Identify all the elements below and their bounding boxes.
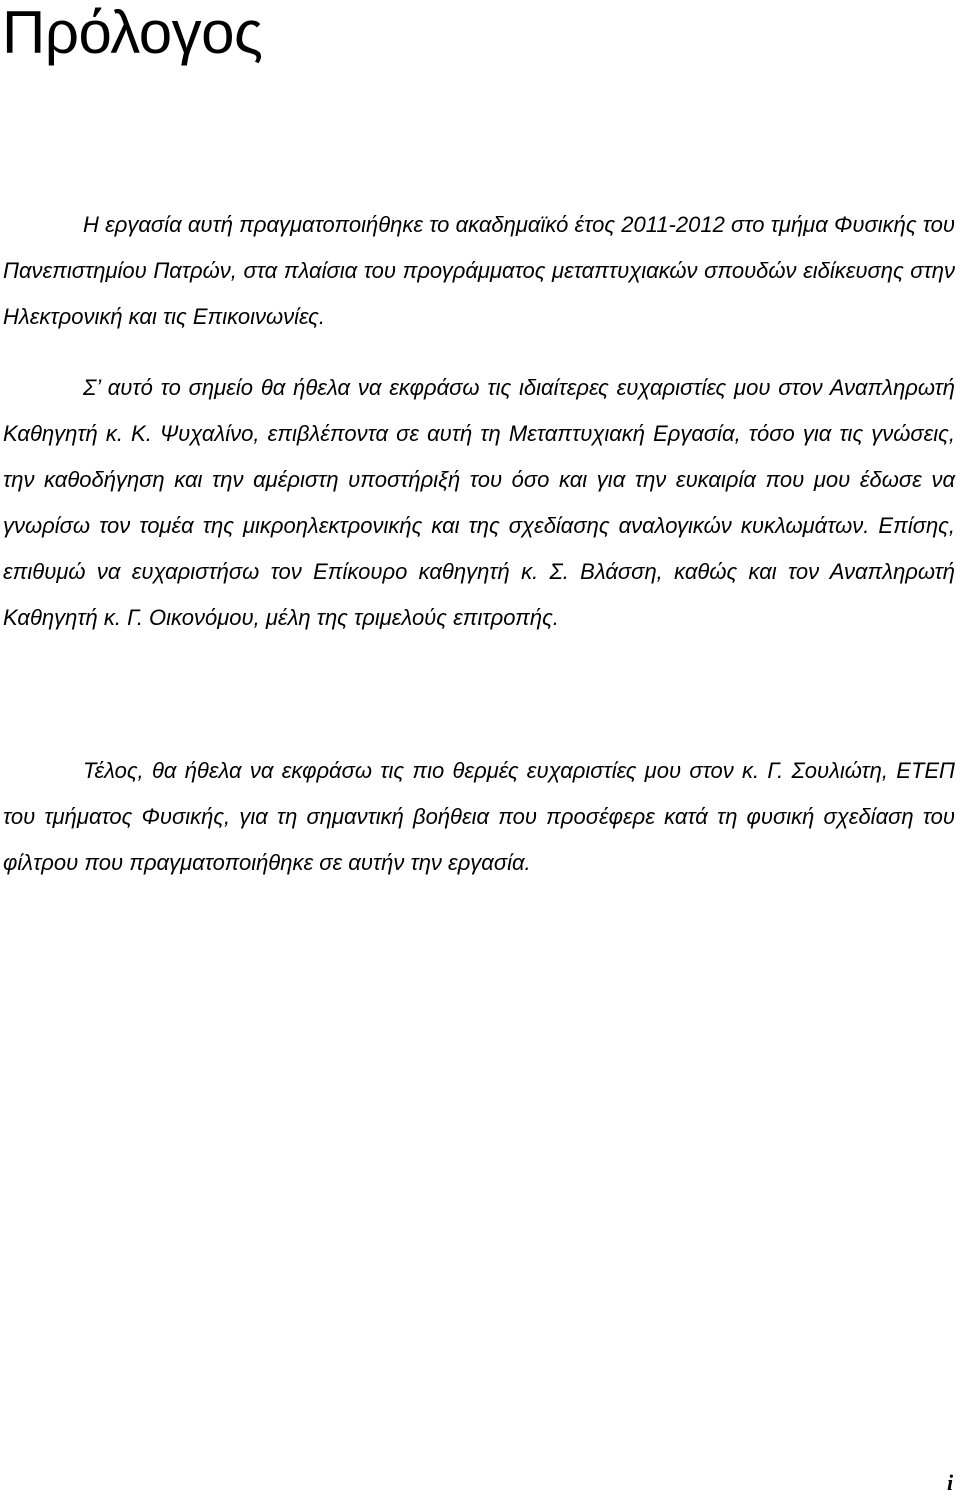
page-number: i [947,1470,954,1495]
page-title: Πρόλογος [2,0,263,66]
paragraph-closing: Τέλος, θα ήθελα να εκφράσω τις πιο θερμές ευχαριστίες μου στον κ. Γ. Σουλιώτη, ΕΤΕΠ του τμήματος Φυσικής, για τη σημαντική βοήθεια που προσέφερε κατά τη φυσική σχεδίαση του φίλτρου που πραγματοποιήθηκε σε αυτήν την εργασία. [3,758,955,875]
paragraph-acknowledgements: Σ’ αυτό το σημείο θα ήθελα να εκφράσω τις ιδιαίτερες ευχαριστίες μου στον Αναπληρωτή Καθηγητή κ. Κ. Ψυχαλίνο, επιβλέποντα σε αυτή τη Μεταπτυχιακή Εργασία, τόσο για τις γνώσεις, την καθοδήγηση και την αμέριστη υποστήριξή του όσο και για την ευκαιρία που μου έδωσε να γνωρίσω τον τομέα της μικροηλεκτρονικής και της σχεδίασης αναλογικών κυκλωμάτων. Επίσης, επιθυμώ να ευχαριστήσω τον Επίκουρο καθηγητή κ. Σ. Βλάσση, καθώς και τον Αναπληρωτή Καθηγητή κ. Γ. Οικονόμου, μέλη της τριμελούς επιτροπής. [3,375,955,630]
paragraph-intro: Η εργασία αυτή πραγματοποιήθηκε το ακαδημαϊκό έτος 2011-2012 στο τμήμα Φυσικής του Πανεπιστημίου Πατρών, στα πλαίσια του προγράμματος μεταπτυχιακών σπουδών ειδίκευσης στην Ηλεκτρονική και τις Επικοινωνίες. [3,212,955,329]
